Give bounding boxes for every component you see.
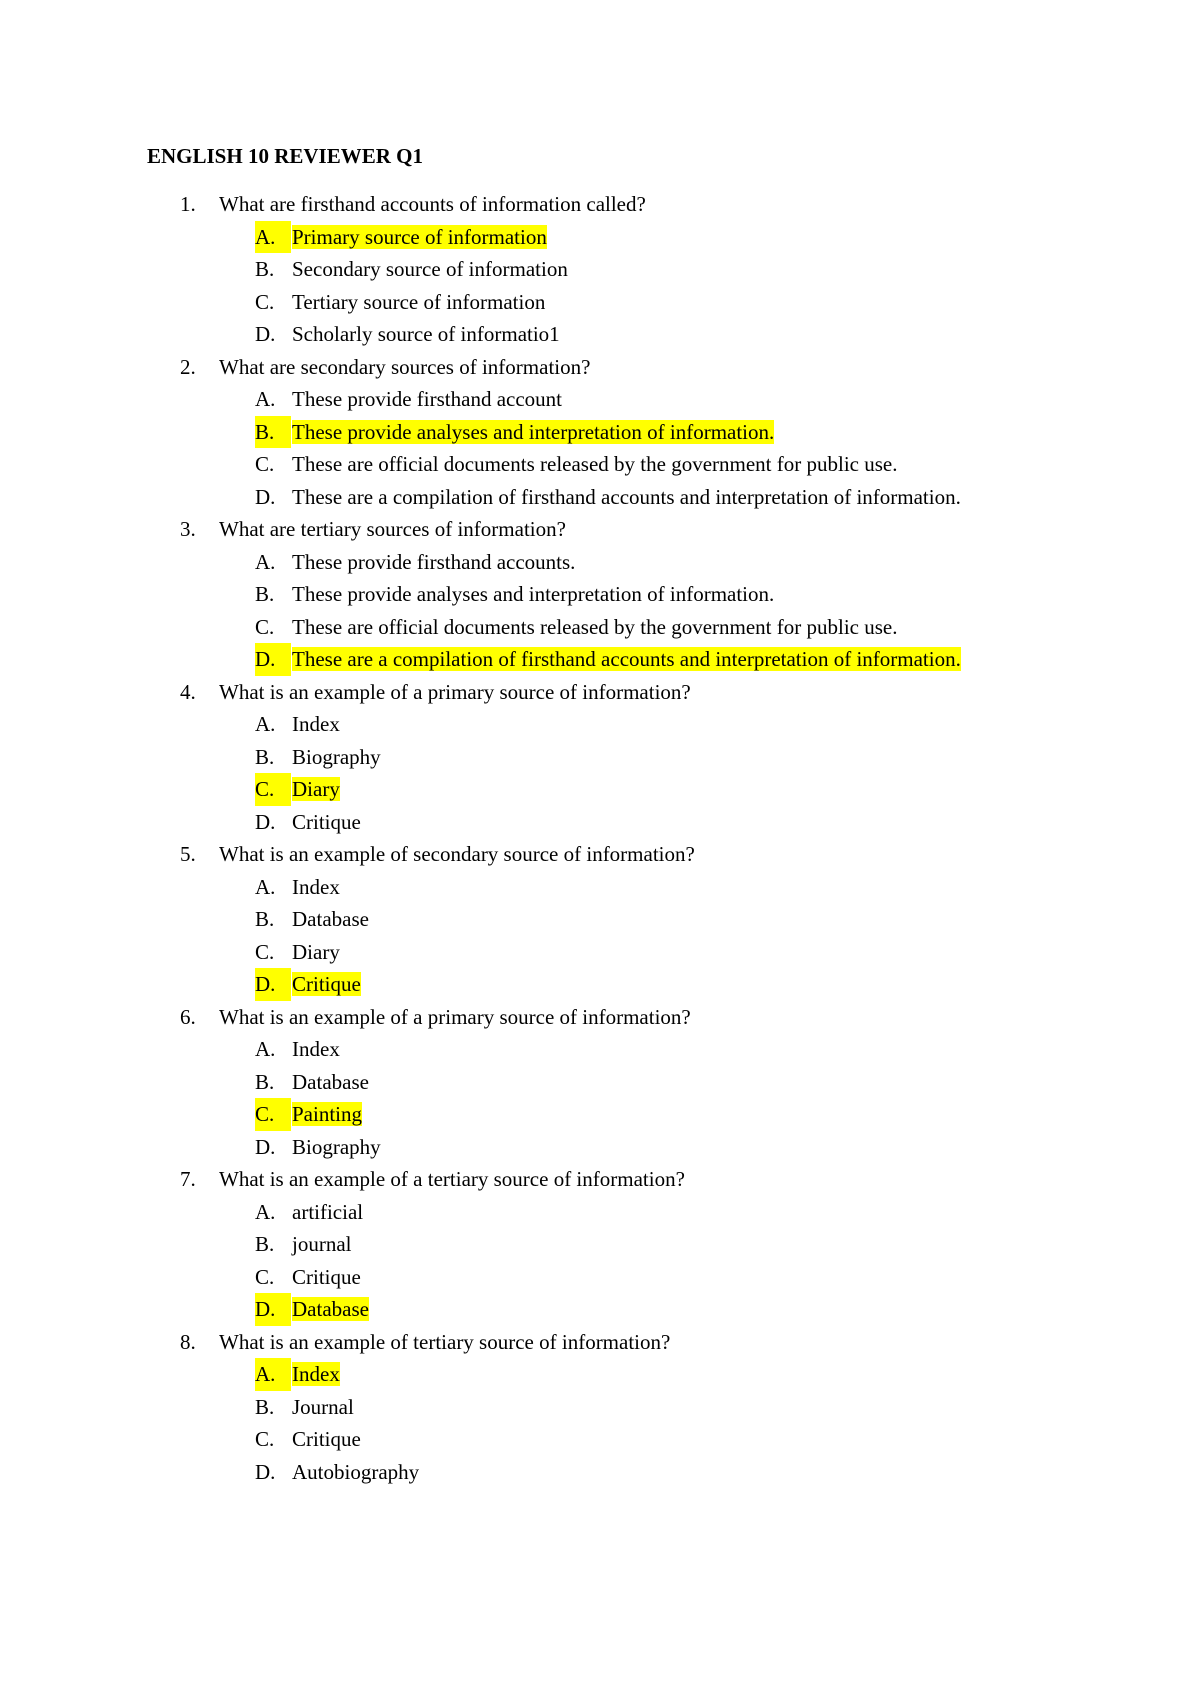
option-letter: C. (255, 1098, 291, 1131)
answer-option (147, 903, 1047, 936)
answer-option (147, 1066, 1047, 1099)
answer-option (147, 806, 1047, 839)
option-text: These are a compilation of firsthand accounts and interpretation of information. (292, 484, 961, 509)
question-text: What is an example of secondary source of information? (219, 842, 695, 866)
option-text: These provide firsthand account (292, 387, 562, 411)
answer-option (147, 773, 1047, 806)
option-letter: D. (255, 643, 291, 676)
option-text: Index (292, 874, 340, 899)
option-text: Biography (292, 1134, 381, 1159)
question-number: 8. (180, 1329, 196, 1354)
answer-option (147, 741, 1047, 774)
option-letter: A. (255, 874, 276, 899)
option-text: Diary (292, 939, 340, 964)
answer-option (147, 1261, 1047, 1294)
question-item (147, 838, 1047, 871)
question-item (147, 676, 1047, 709)
option-letter: A. (255, 1037, 276, 1061)
question-number: 2. (180, 354, 196, 379)
option-text: Critique (292, 809, 361, 834)
question-number: 3. (180, 517, 196, 541)
option-text: Scholarly source of informatio1 (292, 322, 560, 346)
option-letter: A. (255, 549, 276, 574)
option-letter: D. (255, 1293, 291, 1326)
answer-option (147, 318, 1047, 351)
answer-option (147, 578, 1047, 611)
answer-option (147, 1098, 1047, 1131)
option-letter: B. (255, 1232, 275, 1256)
answer-options (147, 1358, 1047, 1488)
option-letter: B. (255, 257, 275, 281)
option-letter: D. (255, 1134, 276, 1159)
option-letter: A. (255, 712, 276, 736)
answer-option (147, 1033, 1047, 1066)
answer-option (147, 221, 1047, 254)
answer-option (147, 383, 1047, 416)
answer-option (147, 286, 1047, 319)
answer-option (147, 968, 1047, 1001)
question-item (147, 351, 1047, 384)
question-number: 4. (180, 679, 196, 704)
option-text: Critique (292, 1427, 361, 1451)
option-letter: D. (255, 322, 276, 346)
highlighted-answer-text: These provide analyses and interpretation of information. (292, 419, 775, 444)
option-letter: D. (255, 484, 276, 509)
answer-option (147, 611, 1047, 644)
option-letter: C. (255, 1264, 275, 1289)
option-text: These are official documents released by the government for public use. (292, 614, 898, 639)
answer-option (147, 1456, 1047, 1489)
question-text: What are secondary sources of information? (219, 354, 591, 379)
highlighted-answer-text: Critique (292, 972, 361, 996)
option-text: Database (292, 907, 369, 931)
answer-options (147, 1196, 1047, 1326)
option-text: journal (292, 1232, 352, 1256)
question-list (147, 188, 1047, 1488)
option-text: Secondary source of information (292, 257, 568, 281)
document-page (147, 141, 1047, 1488)
option-text: These provide analyses and interpretation of information. (292, 582, 775, 606)
option-text: Critique (292, 1264, 361, 1289)
answer-option (147, 936, 1047, 969)
option-letter: D. (255, 809, 276, 834)
answer-option (147, 1391, 1047, 1424)
option-text: Index (292, 1037, 340, 1061)
answer-option (147, 1228, 1047, 1261)
option-letter: D. (255, 968, 291, 1001)
question-item (147, 1163, 1047, 1196)
option-letter: C. (255, 289, 275, 314)
option-letter: B. (255, 744, 275, 769)
answer-option (147, 643, 1047, 676)
highlighted-answer-text: Database (292, 1297, 369, 1321)
answer-option (147, 871, 1047, 904)
option-text: Tertiary source of information (292, 289, 546, 314)
option-letter: C. (255, 1427, 275, 1451)
option-letter: A. (255, 387, 276, 411)
question-text: What are firsthand accounts of information called? (219, 192, 646, 216)
answer-option (147, 1196, 1047, 1229)
answer-option (147, 253, 1047, 286)
answer-option (147, 1423, 1047, 1456)
option-letter: D. (255, 1459, 276, 1484)
option-letter: B. (255, 416, 291, 449)
question-item (147, 1326, 1047, 1359)
option-text: Biography (292, 744, 381, 769)
answer-option (147, 448, 1047, 481)
answer-option (147, 546, 1047, 579)
question-number: 1. (180, 192, 196, 216)
option-letter: B. (255, 907, 275, 931)
answer-option (147, 481, 1047, 514)
answer-options (147, 221, 1047, 351)
option-letter: A. (255, 1358, 291, 1391)
option-text: Journal (292, 1394, 354, 1419)
question-number: 6. (180, 1004, 196, 1029)
highlighted-answer-text: These are a compilation of firsthand accounts and interpretation of information. (292, 647, 961, 671)
highlighted-answer-text: Primary source of information (292, 224, 547, 249)
option-text: Autobiography (292, 1459, 420, 1484)
answer-option (147, 1293, 1047, 1326)
highlighted-answer-text: Diary (292, 777, 340, 801)
option-letter: B. (255, 1394, 275, 1419)
question-number: 7. (180, 1167, 196, 1191)
option-letter: C. (255, 452, 275, 476)
option-text: Index (292, 712, 340, 736)
answer-option (147, 1131, 1047, 1164)
question-text: What is an example of a primary source of information? (219, 1004, 691, 1029)
option-text: Database (292, 1069, 369, 1094)
option-letter: B. (255, 1069, 275, 1094)
answer-option (147, 416, 1047, 449)
answer-options (147, 871, 1047, 1001)
option-text: These are official documents released by the government for public use. (292, 452, 898, 476)
option-letter: C. (255, 773, 291, 806)
question-number: 5. (180, 842, 196, 866)
option-letter: A. (255, 1199, 276, 1224)
answer-options (147, 1033, 1047, 1163)
document-title: ENGLISH 10 REVIEWER Q1 (147, 144, 423, 168)
option-letter: C. (255, 939, 275, 964)
answer-option (147, 708, 1047, 741)
answer-options (147, 708, 1047, 838)
answer-option (147, 1358, 1047, 1391)
highlighted-answer-text: Painting (292, 1102, 363, 1126)
option-text: artificial (292, 1199, 364, 1224)
question-text: What is an example of a tertiary source of information? (219, 1167, 685, 1191)
highlighted-answer-text: Index (292, 1362, 340, 1386)
option-letter: A. (255, 221, 291, 254)
question-text: What are tertiary sources of information? (219, 517, 566, 541)
question-text: What is an example of a primary source of information? (219, 679, 691, 704)
question-text: What is an example of tertiary source of information? (219, 1329, 671, 1354)
question-item (147, 188, 1047, 221)
question-item (147, 513, 1047, 546)
option-letter: B. (255, 582, 275, 606)
question-item (147, 1001, 1047, 1034)
option-letter: C. (255, 614, 275, 639)
answer-options (147, 546, 1047, 676)
option-text: These provide firsthand accounts. (292, 549, 576, 574)
answer-options (147, 383, 1047, 513)
